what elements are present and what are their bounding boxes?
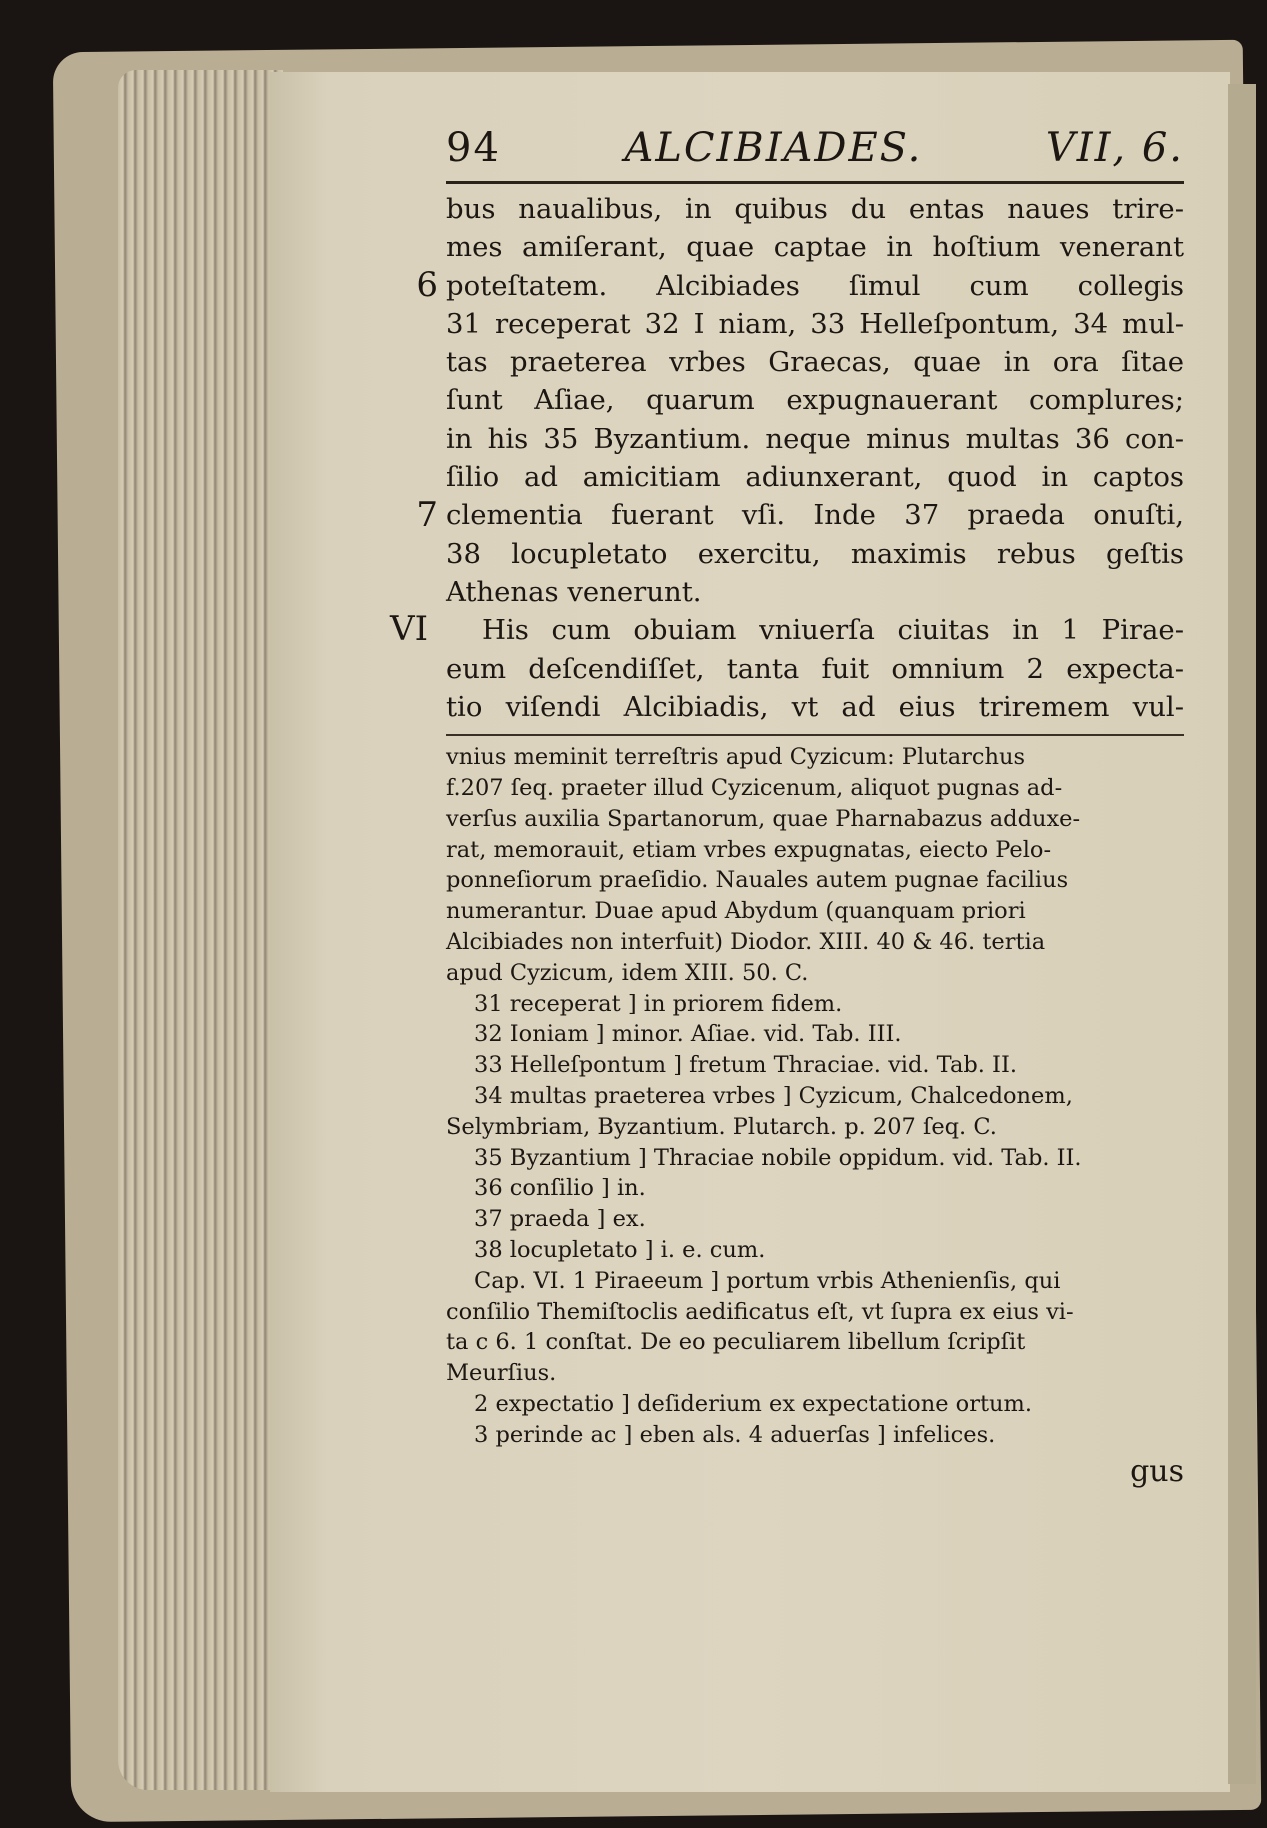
note-line: Meurſius. xyxy=(446,1360,557,1387)
text-line: poteſtatem. Alcibiades ſimul cum collegis xyxy=(446,269,1184,302)
note-line: 37 praeda ] ex. xyxy=(474,1206,646,1233)
note-line: verſus auxilia Spartanorum, quae Pharnabazus adduxe- xyxy=(446,805,1081,832)
note-line: Selymbriam, Byzantium. Plutarch. p. 207 ſeq. C. xyxy=(446,1113,997,1140)
note-line: 2 expectatio ] deſiderium ex expectatione ortum. xyxy=(474,1390,1033,1417)
note-line: Cap. VI. 1 Piraeeum ] portum vrbis Athenienſis, qui xyxy=(474,1267,1061,1294)
text-line: mes amiſerant, quae captae in hoſtium venerant xyxy=(446,231,1184,264)
note-line: apud Cyzicum, idem XIII. 50. C. xyxy=(446,959,809,986)
note-line: conſilio Themiſtoclis aedificatus eſt, vt ſupra ex eius vi- xyxy=(446,1298,1074,1325)
text-line: ſilio ad amicitiam adiunxerant, quod in captos xyxy=(446,461,1184,494)
note-line: 31 receperat ] in priorem fidem. xyxy=(474,990,843,1017)
note-line: 33 Helleſpontum ] fretum Thraciae. vid. Tab. II. xyxy=(474,1052,1017,1079)
text-line: 31 receperat 32 I niam, 33 Helleſpontum, 34 mul- xyxy=(446,307,1184,340)
note-line: 35 Byzantium ] Thraciae nobile oppidum. vid. Tab. II. xyxy=(474,1144,1082,1171)
text-line: His cum obuiam vniuerſa ciuitas in 1 Pirae- xyxy=(482,614,1184,647)
note-line: 38 locupletato ] i. e. cum. xyxy=(474,1236,766,1263)
note-line: rat, memorauit, etiam vrbes expugnatas, eiecto Pelo- xyxy=(446,836,1052,863)
margin-number-6: 6 xyxy=(416,265,438,305)
text-line: clementia fuerant vſi. Inde 37 praeda onuſti, xyxy=(446,499,1184,532)
catchword: gus xyxy=(1130,1454,1184,1490)
text-line: Athenas venerunt. xyxy=(446,575,702,608)
page-number: 94 xyxy=(446,125,501,171)
margin-chapter-VI: VI xyxy=(390,609,428,649)
note-line: 36 conſilio ] in. xyxy=(474,1175,646,1202)
note-line: numerantur. Duae apud Abydum (quanquam priori xyxy=(446,898,1026,925)
note-line: 34 multas praeterea vrbes ] Cyzicum, Chalcedonem, xyxy=(474,1082,1073,1109)
header-rule xyxy=(446,181,1184,184)
chapter-reference: VII, 6. xyxy=(1045,125,1184,171)
text-area xyxy=(390,125,1184,1490)
text-line: in his 35 Byzantium. neque minus multas 36 con- xyxy=(446,422,1184,455)
note-line: ponneſiorum praeſidio. Nauales autem pugnae facilius xyxy=(446,867,1069,894)
text-line: eum deſcendiſſet, tanta fuit omnium 2 expecta- xyxy=(446,652,1184,685)
page-edges xyxy=(118,70,283,1790)
footnotes xyxy=(446,742,1184,1450)
note-line: Alcibiades non interfuit) Diodor. XIII. 40 & 46. tertia xyxy=(446,928,1046,955)
notes-rule xyxy=(446,734,1184,736)
running-header xyxy=(446,125,1184,177)
main-text xyxy=(390,190,1184,726)
text-line: bus naualibus, in quibus du entas naues trire- xyxy=(446,193,1184,225)
text-line: tas praeterea vrbes Graecas, quae in ora ſitae xyxy=(446,346,1184,379)
note-line: vnius meminit terreſtris apud Cyzicum: Plutarchus xyxy=(446,744,1026,771)
text-line: 38 locupletato exercitu, maximis rebus geſtis xyxy=(446,537,1184,570)
right-page-edge xyxy=(1228,84,1256,1784)
running-title: ALCIBIADES. xyxy=(624,125,923,171)
text-line: ſunt Aſiae, quarum expugnauerant complures; xyxy=(446,384,1184,417)
note-line: ta c 6. 1 conſtat. De eo peculiarem libellum ſcripſit xyxy=(446,1329,1026,1356)
note-line: f.207 ſeq. praeter illud Cyzicenum, aliquot pugnas ad- xyxy=(446,774,1063,801)
note-line: 32 Ioniam ] minor. Aſiae. vid. Tab. III. xyxy=(474,1021,902,1048)
text-line: tio viſendi Alcibiadis, vt ad eius triremem vul- xyxy=(446,690,1184,723)
margin-number-7: 7 xyxy=(416,495,438,535)
note-line: 3 perinde ac ] eben als. 4 aduerſas ] infelices. xyxy=(474,1421,996,1448)
